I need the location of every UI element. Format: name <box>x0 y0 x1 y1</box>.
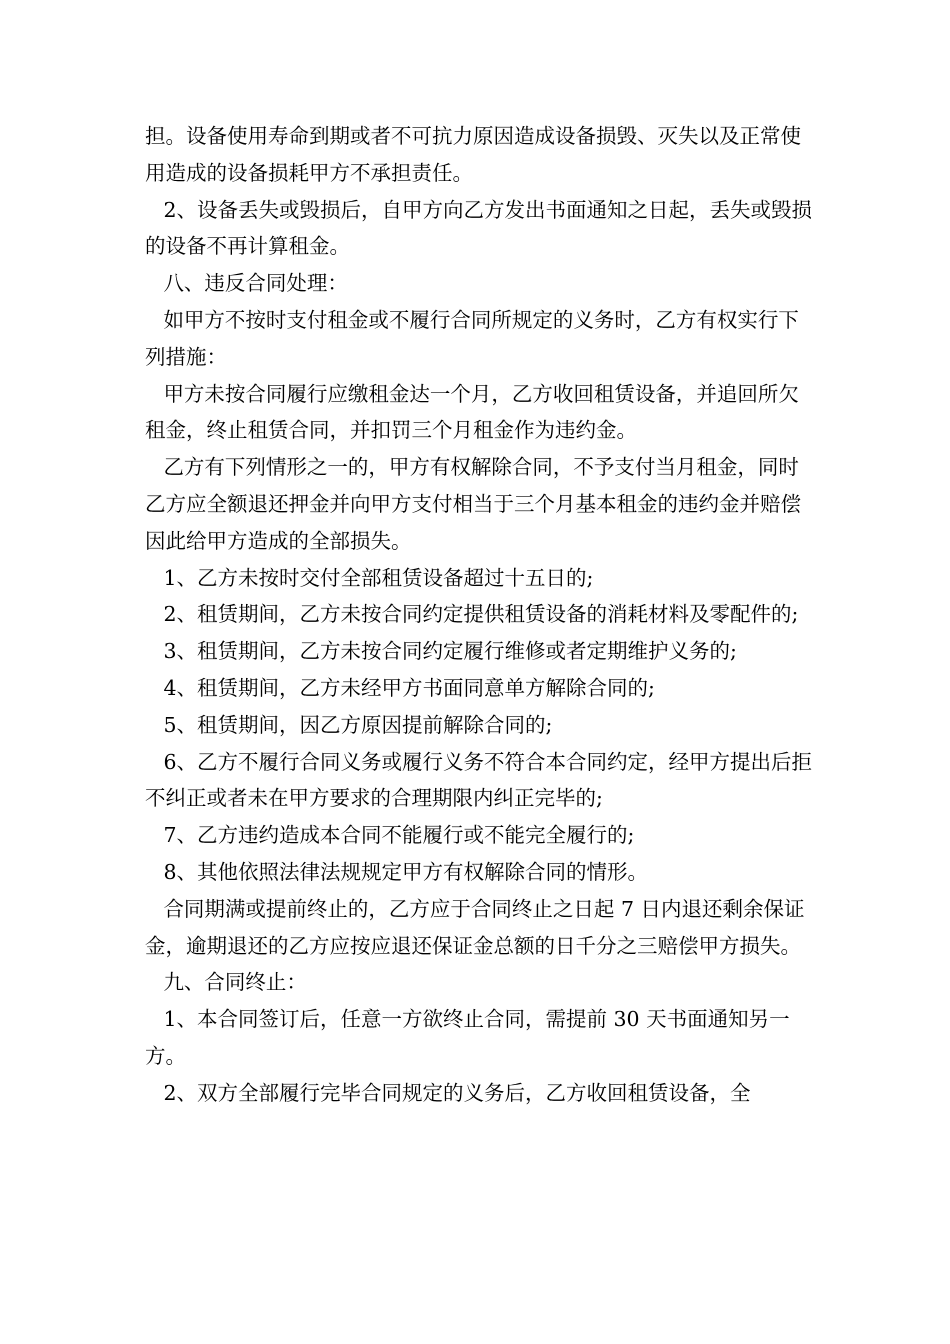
section-heading: 九、合同终止： <box>163 970 307 995</box>
list-item: 8、其他依照法律法规规定甲方有权解除合同的情形。 <box>163 859 648 884</box>
paragraph: 如甲方不按时支付租金或不履行合同所规定的义务时，乙方有权实行下列措施： <box>145 307 799 369</box>
list-item: 6、乙方不履行合同义务或履行义务不符合本合同约定，经甲方提出后拒不纠正或者未在甲方要求的合理期限内纠正完毕的; <box>145 749 812 811</box>
list-item: 7、乙方违约造成本合同不能履行或不能完全履行的; <box>163 823 635 848</box>
list-item: 3、租赁期间，乙方未按合同约定履行维修或者定期维护义务的; <box>163 639 737 664</box>
list-item: 1、乙方未按时交付全部租赁设备超过十五日的; <box>163 565 594 590</box>
list-item: 2、租赁期间，乙方未按合同约定提供租赁设备的消耗材料及零配件的; <box>163 602 799 627</box>
list-item: 4、租赁期间，乙方未经甲方书面同意单方解除合同的; <box>163 675 655 700</box>
paragraph: 合同期满或提前终止的，乙方应于合同终止之日起 7 日内退还剩余保证金，逾期退还的乙方应按应退还保证金总额的日千分之三赔偿甲方损失。 <box>145 896 805 958</box>
paragraph: 担。设备使用寿命到期或者不可抗力原因造成设备损毁、灭失以及正常使用造成的设备损耗甲方不承担责任。 <box>145 124 801 185</box>
list-item: 5、租赁期间，因乙方原因提前解除合同的; <box>163 712 553 737</box>
paragraph: 甲方未按合同履行应缴租金达一个月，乙方收回租赁设备，并追回所欠租金，终止租赁合同，并扣罚三个月租金作为违约金。 <box>145 381 799 443</box>
section-heading: 八、违反合同处理： <box>163 271 348 296</box>
document-body <box>145 118 815 1112</box>
list-item: 1、本合同签订后，任意一方欲终止合同，需提前 30 天书面通知另一方。 <box>145 1007 790 1068</box>
paragraph: 乙方有下列情形之一的，甲方有权解除合同，不予支付当月租金，同时乙方应全额退还押金并向甲方支付相当于三个月基本租金的违约金并赔偿因此给甲方造成的全部损失。 <box>145 455 801 553</box>
paragraph: 2、设备丢失或毁损后，自甲方向乙方发出书面通知之日起，丢失或毁损的设备不再计算租金。 <box>145 197 812 259</box>
list-item: 2、双方全部履行完毕合同规定的义务后，乙方收回租赁设备，全 <box>163 1080 751 1105</box>
